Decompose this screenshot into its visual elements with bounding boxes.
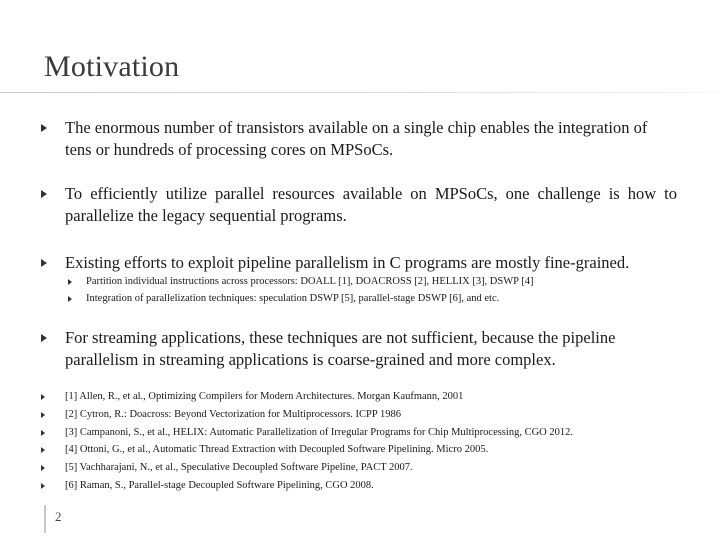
- bullet-2: To efficiently utilize parallel resources available on MPSoCs, one challenge is how to parallelize the legacy sequential programs.: [65, 184, 677, 225]
- reference-3: [3] Campanoni, S., et al., HELIX: Automatic Parallelization of Irregular Programs for Chip Multiprocessing, CGO 2012.: [65, 427, 573, 438]
- reference-arrow-icon: [41, 430, 45, 436]
- footer-divider: [44, 505, 46, 533]
- sub-bullet-1: Partition individual instructions across processors: DOALL [1], DOACROSS [2], HELLIX [3], DSWP [4]: [86, 276, 534, 287]
- reference-4: [4] Ottoni, G., et al., Automatic Thread Extraction with Decoupled Software Pipelining. Micro 2005.: [65, 444, 489, 455]
- bullet-arrow-icon: [41, 190, 47, 198]
- reference-5: [5] Vachharajani, N., et al., Speculative Decoupled Software Pipeline, PACT 2007.: [65, 462, 413, 473]
- reference-1: [1] Allen, R., et al., Optimizing Compilers for Modern Architectures. Morgan Kaufmann, 2001: [65, 391, 464, 402]
- bullet-1: The enormous number of transistors available on a single chip enables the integration of tens or hundreds of processing cores on MPSoCs.: [65, 118, 648, 159]
- reference-2: [2] Cytron, R.: Doacross: Beyond Vectorization for Multiprocessors. ICPP 1986: [65, 409, 401, 420]
- bullet-arrow-icon: [41, 334, 47, 342]
- reference-6: [6] Raman, S., Parallel-stage Decoupled Software Pipelining, CGO 2008.: [65, 480, 374, 491]
- reference-arrow-icon: [41, 447, 45, 453]
- sub-bullet-arrow-icon: [68, 279, 72, 285]
- sub-bullet-2: Integration of parallelization techniques: speculation DSWP [5], parallel-stage DSWP [6], and etc.: [86, 293, 500, 304]
- reference-arrow-icon: [41, 465, 45, 471]
- title-divider: [0, 92, 720, 93]
- reference-arrow-icon: [41, 483, 45, 489]
- reference-arrow-icon: [41, 412, 45, 418]
- page-number: 2: [55, 509, 62, 524]
- bullet-4: For streaming applications, these techniques are not sufficient, because the pipeline parallelism in streaming applications is coarse-grained and more complex.: [65, 328, 616, 369]
- bullet-arrow-icon: [41, 124, 47, 132]
- bullet-arrow-icon: [41, 259, 47, 267]
- slide-title: Motivation: [44, 50, 180, 83]
- sub-bullet-arrow-icon: [68, 296, 72, 302]
- bullet-3: Existing efforts to exploit pipeline parallelism in C programs are mostly fine-grained.: [65, 253, 630, 272]
- reference-arrow-icon: [41, 394, 45, 400]
